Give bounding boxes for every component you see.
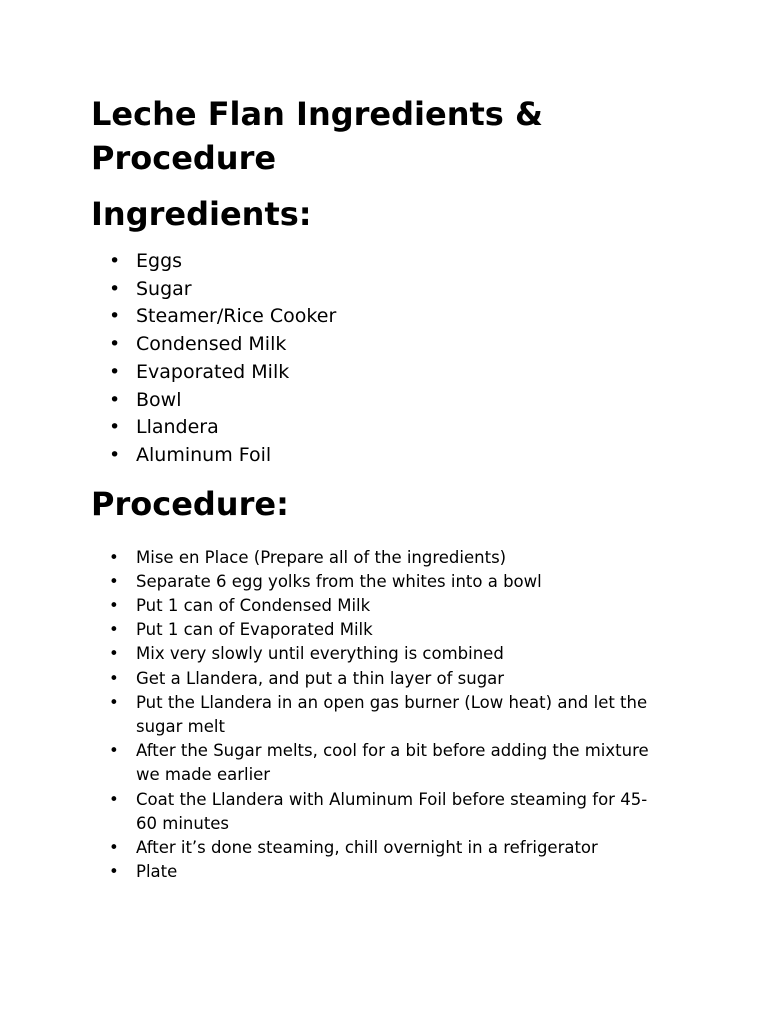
procedure-step xyxy=(91,618,666,642)
ingredient-text: Llandera xyxy=(136,416,219,439)
ingredient-item xyxy=(91,387,691,415)
ingredient-item xyxy=(91,414,691,442)
procedure-step xyxy=(91,546,666,570)
ingredient-text: Aluminum Foil xyxy=(136,443,272,466)
document-title: Leche Flan Ingredients & Procedure xyxy=(91,95,543,177)
bullet-icon: • xyxy=(109,388,121,411)
ingredient-text: Eggs xyxy=(136,250,183,272)
ingredients-list xyxy=(91,248,691,470)
bullet-icon: • xyxy=(109,620,119,640)
bullet-icon: • xyxy=(109,596,119,616)
procedure-step-text: Mix very slowly until everything is combined xyxy=(136,644,504,664)
bullet-icon: • xyxy=(109,305,121,328)
bullet-icon: • xyxy=(109,644,119,664)
procedure-step xyxy=(91,739,666,787)
procedure-step xyxy=(91,860,666,884)
procedure-step-text: Put 1 can of Condensed Milk xyxy=(136,596,371,616)
procedure-step-text: Coat the Llandera with Aluminum Foil before steaming for 45-60 minutes xyxy=(136,789,648,833)
procedure-step xyxy=(91,570,666,594)
ingredient-item xyxy=(91,303,691,331)
procedure-step-text: Put the Llandera in an open gas burner (Low heat) and let the sugar melt xyxy=(136,692,648,737)
bullet-icon: • xyxy=(109,547,119,567)
procedure-list xyxy=(91,546,691,885)
ingredient-item xyxy=(91,248,691,276)
bullet-icon: • xyxy=(109,741,119,761)
procedure-step xyxy=(91,667,666,691)
bullet-icon: • xyxy=(109,277,121,300)
procedure-step xyxy=(91,594,666,618)
procedure-step xyxy=(91,788,666,836)
bullet-icon: • xyxy=(109,862,119,882)
ingredient-text: Condensed Milk xyxy=(136,333,287,356)
bullet-icon: • xyxy=(109,789,119,809)
bullet-icon: • xyxy=(109,250,121,272)
ingredient-text: Steamer/Rice Cooker xyxy=(136,305,337,328)
ingredient-item xyxy=(91,276,691,304)
procedure-step xyxy=(91,836,666,860)
ingredient-item xyxy=(91,359,691,387)
ingredient-text: Evaporated Milk xyxy=(136,360,290,383)
procedure-step-text: Mise en Place (Prepare all of the ingredients) xyxy=(136,547,507,567)
bullet-icon: • xyxy=(109,838,119,858)
bullet-icon: • xyxy=(109,571,119,591)
bullet-icon: • xyxy=(109,360,121,383)
ingredient-text: Sugar xyxy=(136,277,192,300)
ingredient-item xyxy=(91,331,691,359)
ingredient-item xyxy=(91,442,691,470)
ingredient-text: Bowl xyxy=(136,388,182,411)
procedure-step xyxy=(91,691,666,739)
procedure-step xyxy=(91,642,666,666)
bullet-icon: • xyxy=(109,333,121,356)
bullet-icon: • xyxy=(109,416,121,439)
procedure-step-text: After it’s done steaming, chill overnight in a refrigerator xyxy=(136,838,598,858)
procedure-step-text: After the Sugar melts, cool for a bit before adding the mixture we made earlier xyxy=(136,741,649,785)
bullet-icon: • xyxy=(109,668,119,688)
document-page xyxy=(91,92,691,884)
procedure-step-text: Get a Llandera, and put a thin layer of sugar xyxy=(136,668,505,688)
procedure-step-text: Put 1 can of Evaporated Milk xyxy=(136,620,373,640)
procedure-step-text: Separate 6 egg yolks from the whites into a bowl xyxy=(136,571,542,591)
procedure-heading: Procedure: xyxy=(91,484,289,523)
bullet-icon: • xyxy=(109,692,119,712)
procedure-step-text: Plate xyxy=(136,862,178,882)
bullet-icon: • xyxy=(109,443,121,466)
ingredients-heading: Ingredients: xyxy=(91,195,312,233)
